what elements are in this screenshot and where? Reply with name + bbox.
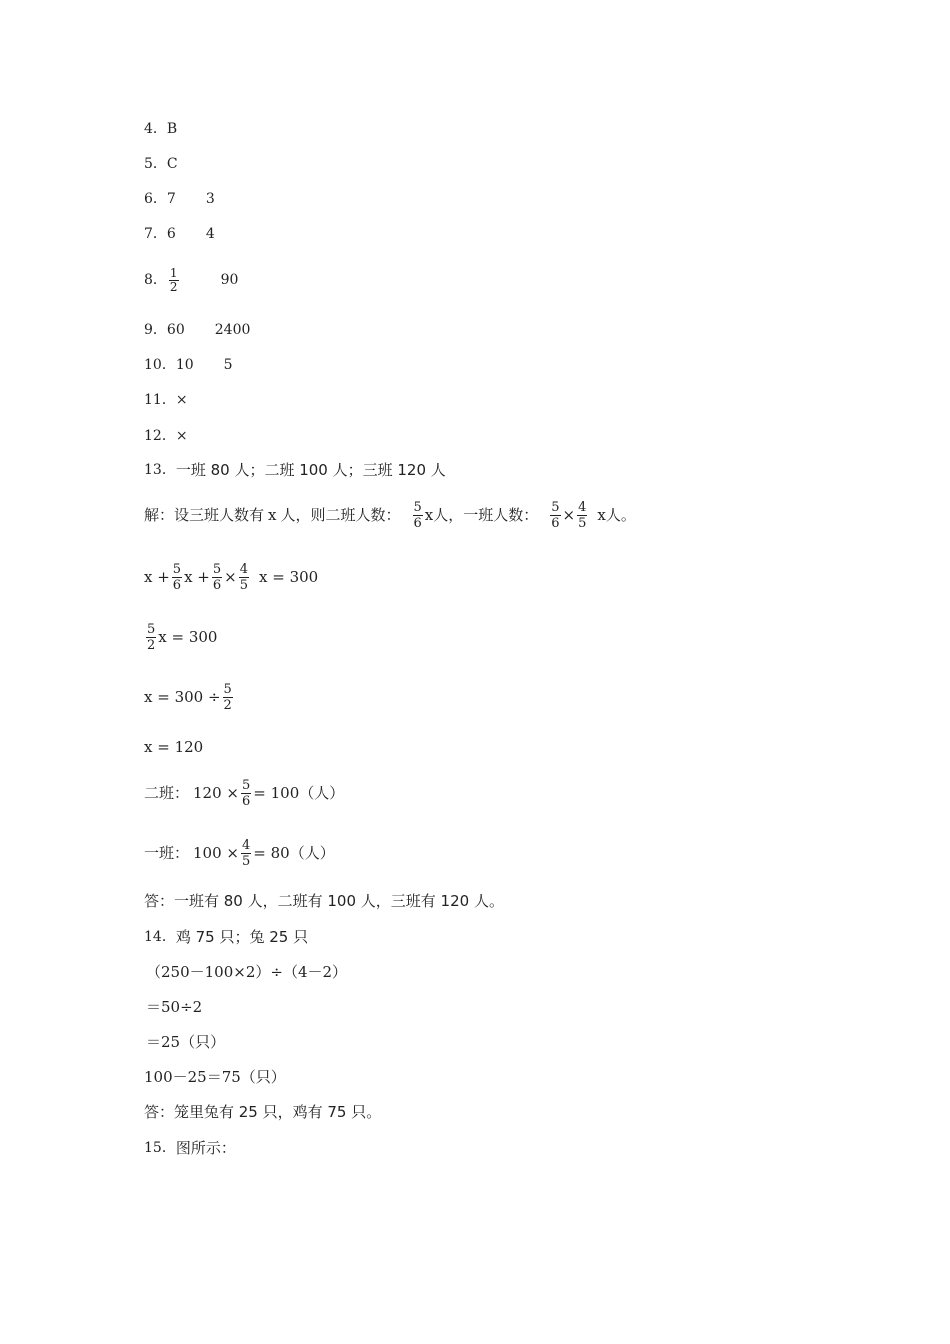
item-number: 15． (144, 1140, 176, 1156)
item-number: 4． (144, 121, 167, 137)
equation-4: x = 120 (144, 738, 204, 756)
fraction-four-fifths: $\frac{4}{5}$ (241, 837, 251, 869)
class1-calc: 一班： 100 × $\frac{4}{5}$ = 80（人） (144, 837, 335, 869)
answer-15 (144, 1138, 236, 1158)
answer-value: 7 (166, 191, 176, 207)
equation-1: x + $\frac{5}{6}$ x + $\frac{5}{6}$ × $\frac{4}{5}$ x = 300 (144, 561, 319, 593)
answer-9 (144, 320, 250, 340)
answer-value: × (175, 392, 188, 408)
answer-6 (144, 189, 215, 209)
item-number: 7． (144, 226, 167, 242)
answer-14-statement: 答：笼里兔有 25 只，鸡有 75 只。 (144, 1103, 382, 1121)
answer-value: 2400 (214, 322, 251, 338)
answer-value: 鸡 75 只；兔 25 只 (175, 928, 309, 946)
answer-value: 10 (175, 357, 194, 373)
item-number: 12． (144, 428, 176, 444)
item-number: 5． (144, 156, 167, 172)
answer-12 (144, 426, 188, 446)
fraction-one-half: $\frac{1}{2}$ (169, 265, 178, 294)
answer-value: 5 (223, 357, 233, 373)
answer-value: 一班 80 人；二班 100 人；三班 120 人 (175, 461, 446, 479)
answer-value: 60 (166, 322, 185, 338)
answer-value: 3 (205, 191, 215, 207)
solution-setup: 解：设三班人数有 x 人，则二班人数： $\frac{5}{6}$ x 人，一班人数： $\frac{5}{6}$ × $\frac{4}{5}$ x 人。 (144, 499, 636, 531)
item-number: 8． (144, 272, 167, 288)
item-number: 11． (144, 392, 176, 408)
answer-value: × (175, 428, 188, 444)
step-1: （250－100×2）÷（4－2） (146, 963, 348, 981)
fraction-five-sixths: $\frac{5}{6}$ (172, 561, 182, 593)
answer-value: 6 (166, 226, 176, 242)
answer-value: 90 (220, 272, 239, 288)
answer-4 (144, 119, 177, 139)
item-number: 14． (144, 929, 176, 945)
answer-13-statement: 答：一班有 80 人，二班有 100 人，三班有 120 人。 (144, 892, 504, 910)
answer-7 (144, 224, 215, 244)
equation-3: x = 300 ÷ $\frac{5}{2}$ (144, 681, 232, 713)
fraction-five-sixths: $\frac{5}{6}$ (212, 561, 222, 593)
answer-value: B (166, 121, 178, 137)
step-4: 100－25＝75（只） (144, 1068, 286, 1086)
step-2: ＝50÷2 (146, 998, 203, 1016)
answer-value: 图所示： (175, 1139, 236, 1157)
answer-value: C (166, 156, 178, 172)
fraction-four-fifths: $\frac{4}{5}$ (239, 561, 249, 593)
answer-14 (144, 927, 308, 947)
class2-calc: 二班： 120 × $\frac{5}{6}$ = 100（人） (144, 777, 345, 809)
fraction-five-halves: $\frac{5}{2}$ (223, 681, 232, 713)
item-number: 10． (144, 357, 176, 373)
fraction-five-sixths: $\frac{5}{6}$ (413, 499, 422, 531)
item-number: 6． (144, 191, 167, 207)
answer-13 (144, 460, 446, 480)
step-3: ＝25（只） (146, 1033, 226, 1051)
answer-8 (144, 262, 238, 298)
equation-2: $\frac{5}{2}$ x = 300 (147, 621, 218, 653)
item-number: 13． (144, 462, 176, 478)
answer-5 (144, 154, 178, 174)
fraction-five-sixths: $\frac{5}{6}$ (551, 499, 560, 531)
answer-10 (144, 355, 233, 375)
fraction-five-sixths: $\frac{5}{6}$ (241, 777, 251, 809)
answer-value: 4 (205, 226, 215, 242)
answer-11 (144, 390, 188, 410)
fraction-five-halves: $\frac{5}{2}$ (147, 621, 156, 653)
fraction-four-fifths: $\frac{4}{5}$ (578, 499, 587, 531)
item-number: 9． (144, 322, 167, 338)
